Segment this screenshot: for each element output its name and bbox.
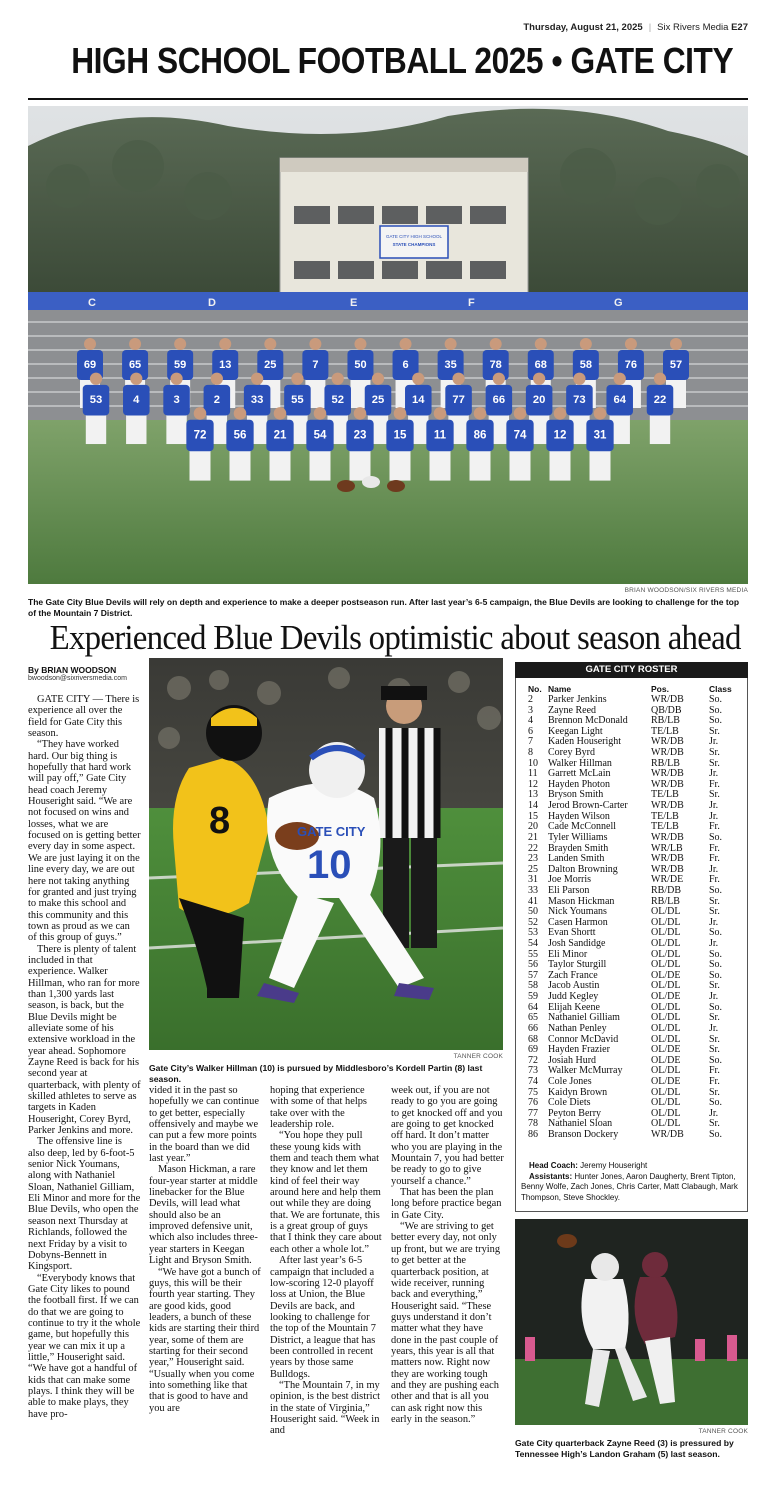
article-paragraph: vided it in the past so hopefully we can continue to get better, especially offensively and maybe we can put a few more points in the board than we did last year.” bbox=[149, 1085, 259, 1165]
jersey-number: 65 bbox=[128, 359, 142, 371]
roster-name: Tyler Williams bbox=[548, 831, 608, 843]
article-paragraph: “The Mountain 7, in my opinion, is the best district in the state of Virginia,” Houseright said. “Week in and bbox=[270, 1379, 380, 1437]
roster-name: Nathan Penley bbox=[548, 1022, 607, 1034]
roster-name: Kaden Houseright bbox=[548, 736, 622, 748]
roster-position: TE/LB bbox=[651, 810, 679, 822]
jersey-number: 57 bbox=[669, 359, 683, 371]
roster-position: OL/DE bbox=[651, 991, 681, 1003]
roster-name: Brennon McDonald bbox=[548, 715, 628, 727]
article-paragraph: After last year’s 6-5 campaign that included a low-scoring 12-0 playoff loss at Union, the Blue Devils are back, and looking to challenge for the top of the Mountain 7 District, a league that has been controlled in recent years by those same Bulldogs. bbox=[270, 1255, 376, 1380]
roster-name: Mason Hickman bbox=[548, 895, 615, 907]
roster-class: Jr. bbox=[709, 800, 719, 812]
roster-position: OL/DL bbox=[651, 1107, 681, 1119]
roster-class: Sr. bbox=[709, 757, 720, 769]
roster-row bbox=[528, 886, 740, 897]
roster-position: TE/LB bbox=[651, 725, 679, 737]
jersey-number: 25 bbox=[371, 394, 385, 407]
roster-header-class: Class bbox=[709, 684, 732, 694]
assistants-label: Assistants: bbox=[529, 1171, 573, 1181]
roster-position: OL/DL bbox=[651, 938, 681, 950]
roster-position: RB/LB bbox=[651, 715, 680, 727]
article-paragraph: “We have got a bunch of guys, this will be their fourth year starting. They are good kids, good leaders, a bunch of these kids are starting their third year, some of them are starting for their second year,” Houseright said. “Usually when you come into something like that that is good to have and you are bbox=[149, 1266, 261, 1414]
jersey-number: 76 bbox=[624, 359, 638, 371]
article-paragraph: There is plenty of talent included in that experience. Walker Hillman, who ran for more than 1,300 yards last season, is back, but the Blue Devils might be alleviate some of his extensive workload in the year ahead. Sophomore Zayne Reed is back for his second year at quarterback, with plenty of skilled athletes to serve as targets in Kaden Houseright, Corey Byrd, Parker Jenkins and more. bbox=[28, 943, 141, 1137]
roster-position: TE/LB bbox=[651, 821, 679, 833]
qb-photo-caption: Gate City quarterback Zayne Reed (3) is pressured by Tennessee High’s Landon Graham (5) last season. bbox=[515, 1438, 734, 1459]
roster-number: 59 bbox=[528, 991, 538, 1003]
roster-name: Connor McDavid bbox=[548, 1033, 619, 1045]
jersey-number: 22 bbox=[653, 394, 667, 407]
roster-number: 8 bbox=[528, 747, 533, 759]
roster-class: So. bbox=[709, 959, 723, 971]
roster-number: 76 bbox=[528, 1097, 538, 1109]
roster-name: Branson Dockery bbox=[548, 1128, 619, 1140]
jersey-number: 23 bbox=[353, 429, 367, 442]
assistants-names: Hunter Jones, Aaron Daugherty, Brent Tipton, Benny Wolfe, Zach Jones, Chris Carter, Matt Clabaugh, Mark Thompson, Steve Shockley. bbox=[521, 1171, 738, 1202]
roster-number: 78 bbox=[528, 1118, 538, 1130]
article-paragraph: hoping that experience with some of that helps take over with the leadership role. bbox=[270, 1085, 367, 1131]
article-byline: By BRIAN WOODSON bbox=[28, 665, 117, 675]
roster-number: 65 bbox=[528, 1012, 538, 1024]
page-folio bbox=[28, 22, 748, 33]
roster-class: Sr. bbox=[709, 895, 720, 907]
roster-number: 33 bbox=[528, 884, 538, 896]
roster-number: 15 bbox=[528, 810, 538, 822]
roster-position: OL/DL bbox=[651, 1065, 681, 1077]
roster-header-position: Pos. bbox=[651, 684, 669, 694]
roster-name: Eli Minor bbox=[548, 948, 588, 960]
roster-class: Jr. bbox=[709, 1107, 719, 1119]
roster-class: So. bbox=[709, 1054, 723, 1066]
team-photo-credit: BRIAN WOODSON/SIX RIVERS MEDIA bbox=[624, 587, 748, 594]
roster-number: 57 bbox=[528, 969, 538, 981]
roster-name: Nathaniel Gilliam bbox=[548, 1012, 620, 1024]
jersey-number: 14 bbox=[412, 394, 425, 407]
roster-name: Dalton Browning bbox=[548, 863, 618, 875]
roster-name: Corey Byrd bbox=[548, 747, 595, 759]
article-paragraph: “You hope they pull these young kids with them and teach them what they know and let them kind of feel their way around here and help them out while they are doing that. We are fortunate, this is a great group of guys that I think they care about each other a whole lot.” bbox=[270, 1130, 382, 1255]
roster-class: So. bbox=[709, 884, 723, 896]
roster-number: 54 bbox=[528, 938, 538, 950]
helmet bbox=[362, 476, 380, 488]
roster-class: Jr. bbox=[709, 1022, 719, 1034]
page-headline: HIGH SCHOOL FOOTBALL 2025 • GATE CITY bbox=[71, 40, 734, 81]
roster-class: So. bbox=[709, 1097, 723, 1109]
jersey-number: 11 bbox=[433, 429, 447, 442]
roster-class: Fr. bbox=[709, 778, 720, 790]
action-photo-caption: Gate City’s Walker Hillman (10) is pursued by Middlesboro’s Kordell Partin (8) last season. bbox=[149, 1063, 483, 1084]
roster-number: 14 bbox=[528, 800, 538, 812]
roster-class: Fr. bbox=[709, 842, 720, 854]
jersey-number: 54 bbox=[313, 429, 327, 442]
jersey-number: 25 bbox=[264, 359, 277, 371]
qb-photo-credit: TANNER COOK bbox=[698, 1428, 748, 1435]
article-title: Experienced Blue Devils optimistic about season ahead bbox=[49, 618, 741, 657]
jersey-number: 2 bbox=[213, 394, 220, 407]
roster-number: 25 bbox=[528, 863, 538, 875]
roster-name: Casen Harmon bbox=[548, 916, 608, 928]
roster-name: Zach France bbox=[548, 969, 598, 981]
roster-position: TE/LB bbox=[651, 789, 679, 801]
roster-class: Sr. bbox=[709, 1033, 720, 1045]
roster-class: So. bbox=[709, 927, 723, 939]
roster-name: Josh Sandidge bbox=[548, 938, 606, 950]
roster-position: OL/DL bbox=[651, 1012, 681, 1024]
jersey-number: 12 bbox=[553, 429, 567, 442]
folio-date: Thursday, August 21, 2025 bbox=[523, 22, 643, 33]
roster-number: 6 bbox=[528, 725, 533, 737]
jersey-wordmark: GATE CITY bbox=[297, 824, 366, 839]
roster-number: 66 bbox=[528, 1022, 538, 1034]
roster-name: Cade McConnell bbox=[548, 821, 617, 833]
roster-number: 55 bbox=[528, 948, 538, 960]
roster-class: So. bbox=[709, 1128, 723, 1140]
roster-position: WR/DB bbox=[651, 853, 684, 865]
jersey-number: 78 bbox=[489, 359, 502, 371]
roster-number: 52 bbox=[528, 916, 538, 928]
article-paragraph: “They have worked hard. Our big thing is hopefully that hard work will pay off,” Gate City head coach Jeremy Houseright said. “We are not focused on wins and losses, what we are focused on is getting better every day in some aspect. We are just laying it on the line every day, we are out here not taking anything for granted and just trying to make this school and this community and this town as proud as we can of this group of guys.” bbox=[28, 739, 141, 944]
roster-class: Jr. bbox=[709, 991, 719, 1003]
jersey-number: 86 bbox=[473, 429, 487, 442]
roster-position: OL/DL bbox=[651, 1086, 681, 1098]
roster-position: OL/DL bbox=[651, 980, 681, 992]
roster-name: Parker Jenkins bbox=[548, 694, 607, 705]
roster-row bbox=[528, 833, 740, 844]
roster-position: OL/DE bbox=[651, 1044, 681, 1056]
roster-class: So. bbox=[709, 969, 723, 981]
roster-name: Jacob Austin bbox=[548, 980, 600, 992]
roster-class: So. bbox=[709, 1001, 723, 1013]
roster-class: Jr. bbox=[709, 938, 719, 950]
roster-number: 23 bbox=[528, 853, 538, 865]
roster-number: 72 bbox=[528, 1054, 538, 1066]
roster-class: Sr. bbox=[709, 1044, 720, 1056]
roster-position: OL/DL bbox=[651, 959, 681, 971]
roster-position: OL/DE bbox=[651, 1054, 681, 1066]
roster-name: Joe Morris bbox=[548, 874, 592, 886]
jersey-number: 53 bbox=[89, 394, 103, 407]
roster-number: 12 bbox=[528, 778, 538, 790]
roster-number: 75 bbox=[528, 1086, 538, 1098]
roster-number: 31 bbox=[528, 874, 538, 886]
jersey-number: 58 bbox=[579, 359, 592, 371]
jersey-number: 15 bbox=[393, 429, 407, 442]
roster-position: OL/DL bbox=[651, 927, 681, 939]
action-photo-credit: TANNER COOK bbox=[453, 1053, 503, 1060]
head-coach-label: Head Coach: bbox=[529, 1161, 578, 1170]
jersey-number: 56 bbox=[233, 429, 247, 442]
roster-position: OL/DL bbox=[651, 1118, 681, 1130]
football bbox=[337, 480, 355, 492]
roster-position: RB/LB bbox=[651, 895, 680, 907]
roster-class: So. bbox=[709, 831, 723, 843]
assistants-line bbox=[521, 1172, 743, 1204]
jersey-number: 6 bbox=[402, 359, 409, 371]
roster-class: So. bbox=[709, 948, 723, 960]
roster-name: Walker McMurray bbox=[548, 1065, 623, 1077]
roster-class: Sr. bbox=[709, 725, 720, 737]
roster-row bbox=[528, 1024, 740, 1035]
roster-header-number: No. bbox=[528, 684, 542, 694]
roster-class: Jr. bbox=[709, 736, 719, 748]
jersey-number: 55 bbox=[291, 394, 304, 407]
roster-position: WR/LB bbox=[651, 842, 683, 854]
jersey-number: 4 bbox=[133, 394, 140, 407]
roster-class: Sr. bbox=[709, 980, 720, 992]
head-coach-name: Jeremy Houseright bbox=[580, 1161, 648, 1170]
jersey-number: 68 bbox=[534, 359, 547, 371]
roster-name: Walker Hillman bbox=[548, 757, 612, 769]
team-photo-image bbox=[28, 106, 748, 584]
section-letter: C bbox=[88, 297, 96, 309]
roster-number: 53 bbox=[528, 927, 538, 939]
roster-position: OL/DL bbox=[651, 916, 681, 928]
qb-photo-image bbox=[515, 1219, 748, 1425]
roster-position: WR/DB bbox=[651, 863, 684, 875]
roster-number: 20 bbox=[528, 821, 538, 833]
roster-position: OL/DL bbox=[651, 1033, 681, 1045]
jersey-number: 73 bbox=[573, 394, 586, 407]
roster-position: RB/LB bbox=[651, 757, 680, 769]
roster-position: WR/DB bbox=[651, 694, 684, 705]
jersey-number: 31 bbox=[593, 429, 607, 442]
section-letter: D bbox=[208, 297, 216, 309]
article-paragraph: GATE CITY — There is experience all over the field for Gate City this season. bbox=[28, 694, 140, 740]
roster-class: So. bbox=[709, 694, 723, 705]
roster-staff bbox=[521, 1161, 743, 1203]
roster-name: Josiah Hurd bbox=[548, 1054, 597, 1066]
sign-line-1: GATE CITY HIGH SCHOOL bbox=[385, 234, 443, 239]
roster-number: 3 bbox=[528, 704, 533, 716]
roster-name: Hayden Photon bbox=[548, 778, 610, 790]
roster-class: Fr. bbox=[709, 1065, 720, 1077]
roster-class: Jr. bbox=[709, 768, 719, 780]
article-paragraph: The offensive line is also deep, led by 6-foot-5 senior Nick Youmans, along with Nathaniel Sloan, Nathaniel Gilliam, Eli Minor and more for the Blue Devils, who open the season next Thursday at Richlands, followed the next Friday by a visit to Dobyns-Bennett in Kingsport. bbox=[28, 1136, 141, 1273]
jersey-number: 20 bbox=[532, 394, 546, 407]
jersey-number: 3 bbox=[173, 394, 180, 407]
folio-page-number: E27 bbox=[731, 22, 748, 33]
folio-publication: Six Rivers Media bbox=[657, 22, 729, 33]
roster-number: 77 bbox=[528, 1107, 538, 1119]
roster-position: WR/DB bbox=[651, 831, 684, 843]
article-paragraph: Mason Hickman, a rare four-year starter at middle linebacker for the Blue Devils, will lead what should also be an improved defensive unit, which also includes three-year starters in Keegan Light and Bryson Smith. bbox=[149, 1164, 258, 1267]
roster-title: GATE CITY ROSTER bbox=[515, 662, 748, 678]
roster-number: 21 bbox=[528, 831, 538, 843]
roster-class: Jr. bbox=[709, 863, 719, 875]
action-photo-image bbox=[149, 658, 503, 1050]
roster-name: Jerod Brown-Carter bbox=[548, 800, 628, 812]
roster-class: So. bbox=[709, 704, 723, 716]
roster-class: Fr. bbox=[709, 874, 720, 886]
jersey-number: 69 bbox=[83, 359, 97, 371]
roster-position: WR/DB bbox=[651, 800, 684, 812]
jersey-number: 52 bbox=[331, 394, 344, 407]
roster-number: 13 bbox=[528, 789, 538, 801]
roster-position: WR/DE bbox=[651, 874, 684, 886]
roster-position: WR/DB bbox=[651, 768, 684, 780]
jersey-number: 33 bbox=[250, 394, 264, 407]
qb-photo bbox=[515, 1219, 748, 1425]
roster-number: 2 bbox=[528, 694, 533, 705]
roster-name: Peyton Berry bbox=[548, 1107, 602, 1119]
roster-position: OL/DL bbox=[651, 1097, 681, 1109]
roster-class: Jr. bbox=[709, 810, 719, 822]
roster-number: 41 bbox=[528, 895, 538, 907]
roster-number: 64 bbox=[528, 1001, 538, 1013]
roster-name: Hayden Wilson bbox=[548, 810, 610, 822]
folio-divider: | bbox=[648, 22, 652, 33]
jersey-number: 35 bbox=[444, 359, 457, 371]
article-paragraph: That has been the plan long before practice began in Gate City. bbox=[391, 1187, 502, 1221]
roster-number: 56 bbox=[528, 959, 538, 971]
section-letter: G bbox=[614, 297, 623, 309]
roster-position: WR/DB bbox=[651, 1128, 684, 1140]
roster-rows bbox=[528, 695, 740, 1141]
roster-class: Fr. bbox=[709, 821, 720, 833]
roster-name: Elijah Keene bbox=[548, 1001, 600, 1013]
jersey-number: 64 bbox=[613, 394, 626, 407]
roster-name: Evan Shortt bbox=[548, 927, 596, 939]
article-column-1 bbox=[28, 694, 141, 1420]
roster-name: Cole Diets bbox=[548, 1097, 591, 1109]
article-paragraph: “Everybody knows that Gate City likes to pound the football first. If we can do that we are going to continue to try it the whole game, but hopefully this year we can mix it up a little,” Houseright said. “We have got a handful of kids that can make some plays. I think they will be able to make plays, they have pro- bbox=[28, 1272, 141, 1420]
headline-rule bbox=[28, 98, 748, 100]
roster-class: Sr. bbox=[709, 1012, 720, 1024]
jersey-number: 77 bbox=[452, 394, 465, 407]
roster-number: 86 bbox=[528, 1128, 538, 1140]
roster-class: Sr. bbox=[709, 1118, 720, 1130]
roster-number: 50 bbox=[528, 906, 538, 918]
roster-number: 73 bbox=[528, 1065, 538, 1077]
team-photo-caption: The Gate City Blue Devils will rely on depth and experience to make a deeper postseason run. After last year’s 6-5 campaign, the Blue Devils are looking to challenge for the top of the Mountain 7 District. bbox=[28, 597, 740, 618]
roster-position: OL/DL bbox=[651, 1001, 681, 1013]
roster-row bbox=[528, 1130, 740, 1141]
roster-class: So. bbox=[709, 715, 723, 727]
roster-name: Landen Smith bbox=[548, 853, 605, 865]
action-photo bbox=[149, 658, 503, 1050]
section-letter: E bbox=[350, 297, 358, 309]
article-column-4 bbox=[391, 1085, 504, 1425]
roster-position: OL/DE bbox=[651, 969, 681, 981]
roster-class: Sr. bbox=[709, 906, 720, 918]
head-coach-line bbox=[521, 1161, 743, 1172]
roster-number: 69 bbox=[528, 1044, 538, 1056]
roster-number: 11 bbox=[528, 768, 538, 780]
jersey-number: 72 bbox=[193, 429, 207, 442]
jersey-number: 13 bbox=[219, 359, 232, 371]
roster-class: Sr. bbox=[709, 1086, 720, 1098]
roster-position: QB/DB bbox=[651, 704, 682, 716]
roster-class: Fr. bbox=[709, 1075, 720, 1087]
roster-number: 10 bbox=[528, 757, 538, 769]
roster-class: Sr. bbox=[709, 747, 720, 759]
roster-name: Taylor Sturgill bbox=[548, 959, 607, 971]
roster-number: 22 bbox=[528, 842, 538, 854]
jersey-number: 74 bbox=[513, 429, 527, 442]
roster-name: Judd Kegley bbox=[548, 991, 599, 1003]
roster-name: Zayne Reed bbox=[548, 704, 597, 716]
roster-row bbox=[528, 1077, 740, 1088]
jersey-number: 66 bbox=[492, 394, 506, 407]
article-column-3 bbox=[270, 1085, 383, 1437]
roster-class: Fr. bbox=[709, 853, 720, 865]
article-column-2 bbox=[149, 1085, 262, 1414]
article-paragraph: week out, if you are not ready to go you are going to get knocked off and you are going to get knocked off hard. It don’t matter who you are playing in the Mountain 7, you had better be ready to go to give yourself a chance.” bbox=[391, 1085, 504, 1187]
roster-class: Sr. bbox=[709, 789, 720, 801]
roster-position: WR/DB bbox=[651, 778, 684, 790]
roster-name: Garrett McLain bbox=[548, 768, 611, 780]
roster-name: Eli Parson bbox=[548, 884, 590, 896]
roster-name: Nathaniel Sloan bbox=[548, 1118, 613, 1130]
jersey-number: 59 bbox=[174, 359, 187, 371]
roster-position: WR/DB bbox=[651, 736, 684, 748]
jersey-number: 7 bbox=[312, 359, 319, 371]
roster-number: 4 bbox=[528, 715, 533, 727]
jersey-number: 50 bbox=[354, 359, 367, 371]
article-paragraph: “We are striving to get better every day, not only up front, but we are trying to get better at the quarterback position, at wide receiver, running back and everything,” Houseright said. “These guys understand it don’t matter what they have done in the past couple of years, this year is all that matters now. Right now they are working tough and they are pushing each other and that is all you can ask right now this early in the season.” bbox=[391, 1221, 501, 1425]
defender-number: 8 bbox=[209, 800, 231, 842]
roster-table bbox=[528, 684, 740, 1141]
roster-position: RB/DB bbox=[651, 884, 682, 896]
ball-carrier-number: 10 bbox=[307, 843, 352, 887]
jersey-number: 21 bbox=[273, 429, 287, 442]
roster-header-name: Name bbox=[548, 684, 572, 694]
team-photo bbox=[28, 106, 748, 584]
roster-class: Jr. bbox=[709, 916, 719, 928]
roster-number: 74 bbox=[528, 1075, 538, 1087]
sign-line-2: STATE CHAMPIONS bbox=[392, 242, 436, 247]
roster-name: Nick Youmans bbox=[548, 906, 607, 918]
roster-name: Keegan Light bbox=[548, 725, 603, 737]
roster-position: OL/DL bbox=[651, 906, 681, 918]
section-letter: F bbox=[468, 297, 475, 309]
roster-name: Bryson Smith bbox=[548, 789, 604, 801]
roster-name: Cole Jones bbox=[548, 1075, 592, 1087]
roster-number: 7 bbox=[528, 736, 533, 748]
roster-name: Kaidyn Brown bbox=[548, 1086, 608, 1098]
roster-position: WR/DB bbox=[651, 747, 684, 759]
roster-position: OL/DL bbox=[651, 948, 681, 960]
roster-position: OL/DE bbox=[651, 1075, 681, 1087]
roster-number: 58 bbox=[528, 980, 538, 992]
author-email: bwoodson@sixriversmedia.com bbox=[28, 675, 127, 682]
roster-position: OL/DL bbox=[651, 1022, 681, 1034]
roster-name: Hayden Frazier bbox=[548, 1044, 610, 1056]
football bbox=[387, 480, 405, 492]
roster-name: Brayden Smith bbox=[548, 842, 609, 854]
roster-number: 68 bbox=[528, 1033, 538, 1045]
